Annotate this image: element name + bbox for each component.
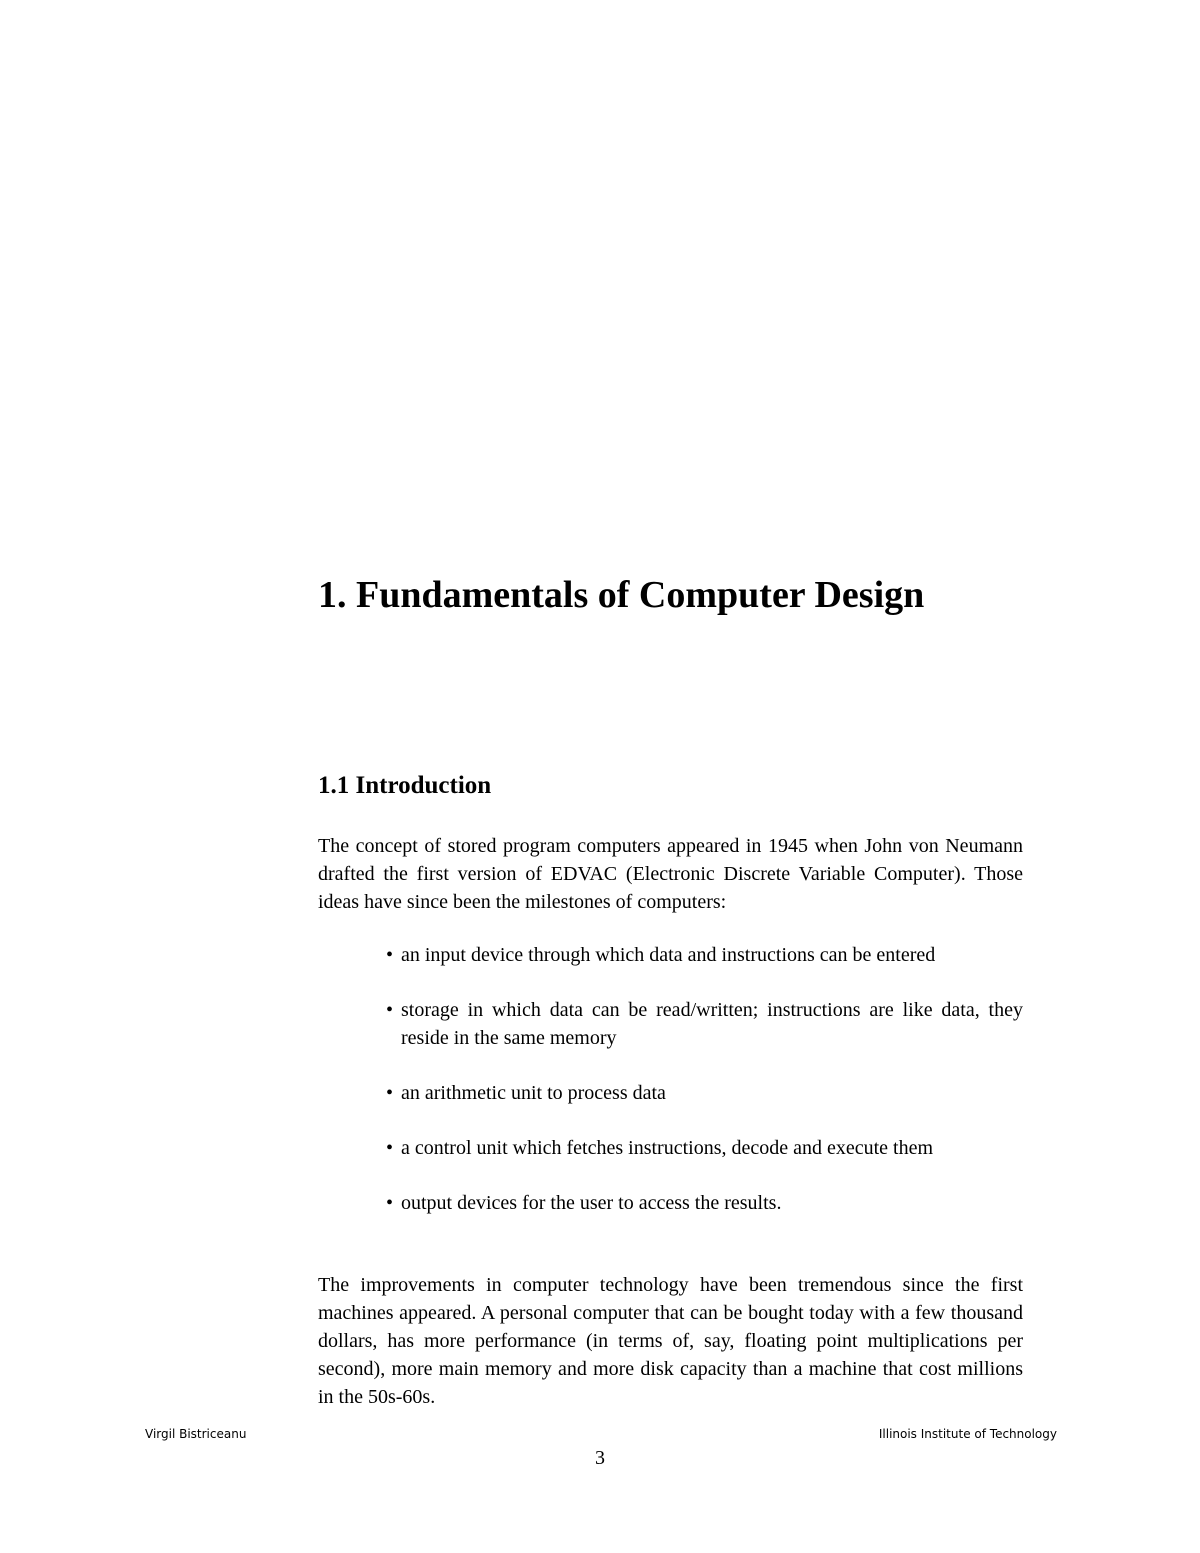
bullet-icon: • [386,1137,394,1159]
improvements-paragraph: The improvements in computer technology have been tremendous since the first machines appeared. A personal computer that can be bought today with a few thousand dollars, has more performance (in terms of, say, floating point multiplications per second), more main memory and more disk capacity than a machine that cost millions in the 50s-60s. [318,1274,1023,1408]
milestones-list [386,941,1023,1244]
list-item [386,941,1023,969]
list-item-text: output devices for the user to access the results. [401,1192,782,1214]
bullet-icon: • [386,1082,394,1104]
footer-institution: Illinois Institute of Technology [878,1427,1057,1441]
page-number: 3 [595,1447,605,1469]
list-item [386,1134,1023,1162]
list-item [386,996,1023,1052]
list-item-text: an arithmetic unit to process data [401,1082,666,1104]
list-item-text: a control unit which fetches instructions, decode and execute them [401,1137,934,1159]
list-item-text: an input device through which data and instructions can be entered [401,944,936,966]
footer-author: Virgil Bistriceanu [145,1427,247,1441]
bullet-icon: • [386,999,394,1021]
list-item [386,1079,1023,1107]
chapter-title: 1. Fundamentals of Computer Design [318,574,925,616]
section-title: 1.1 Introduction [318,772,492,799]
bullet-icon: • [386,944,394,966]
intro-paragraph: The concept of stored program computers appeared in 1945 when John von Neumann drafted the first version of EDVAC (Electronic Discrete Variable Computer). Those ideas have since been the milestones of computers: [318,835,1023,913]
list-item-text: storage in which data can be read/written; instructions are like data, they reside in the same memory [401,999,1023,1049]
list-item [386,1189,1023,1217]
bullet-icon: • [386,1192,394,1214]
